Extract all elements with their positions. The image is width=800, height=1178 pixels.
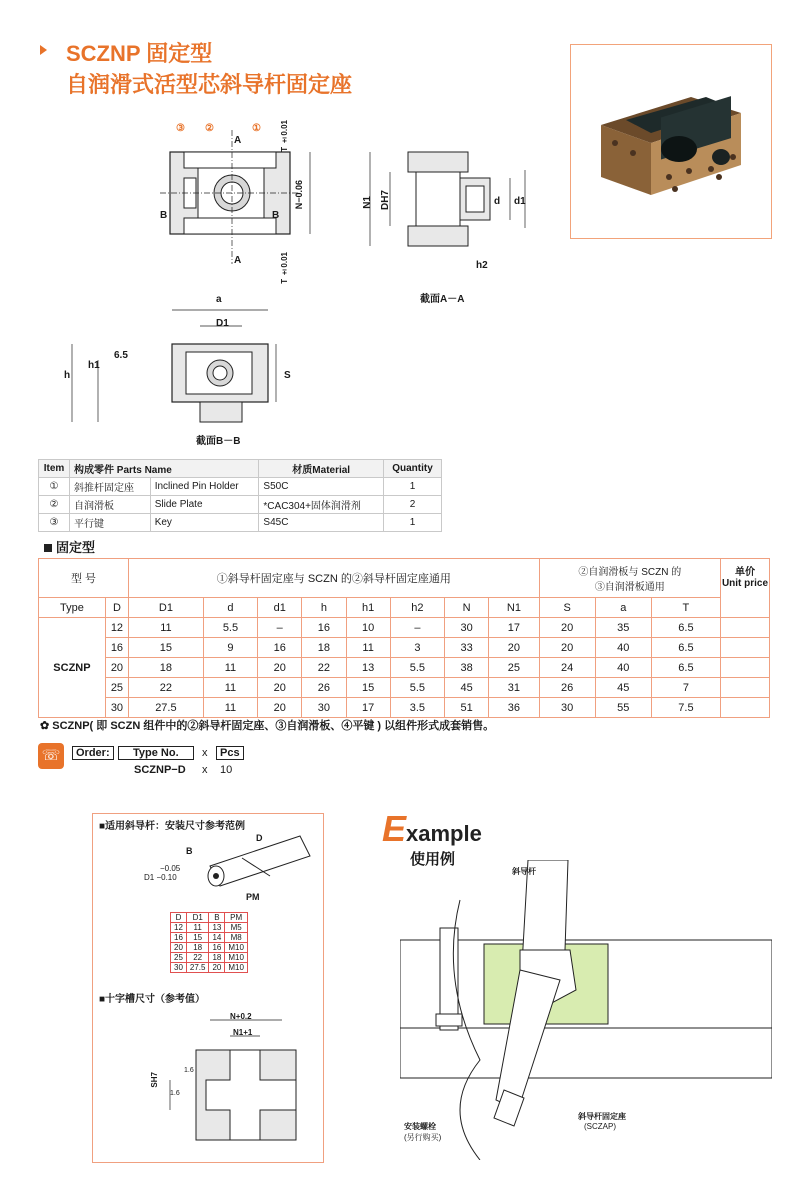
mini-cell: 25 (171, 953, 187, 963)
spec-cell: 24 (539, 658, 595, 678)
spec-cell: 20 (258, 658, 302, 678)
spec-column-header: Type (39, 598, 106, 618)
parts-material: S50C (259, 478, 384, 496)
label-D1: D1 (216, 318, 229, 329)
mini-cell: M10 (225, 963, 248, 973)
square-bullet-icon (44, 544, 52, 552)
mini-cell: 22 (186, 953, 209, 963)
order-example-type: SCZNP−D (134, 764, 186, 776)
spec-price-cell (721, 678, 770, 698)
spec-column-header: N1 (489, 598, 539, 618)
parts-item: ③ (39, 514, 70, 532)
mini-cell: 20 (171, 943, 187, 953)
mini-cell: 13 (209, 923, 225, 933)
page-title: SCZNP 固定型 (66, 41, 213, 66)
phone-icon: ☏ (38, 743, 64, 769)
parts-header-name: 构成零件 Parts Name (70, 460, 259, 478)
note-icon: ✿ (40, 720, 53, 732)
page-subtitle: 自润滑式活型芯斜导杆固定座 (66, 72, 353, 97)
example-rest: xample (406, 821, 482, 846)
table-row (39, 514, 442, 532)
parts-cn: 平行键 (70, 514, 151, 532)
label-h: h (64, 370, 71, 381)
spec-cell: 15 (346, 678, 390, 698)
parts-qty: 1 (384, 478, 442, 496)
tol-n: N−0.06 (294, 180, 304, 210)
order-example-qty: 10 (220, 764, 233, 776)
spec-cell: 3.5 (390, 698, 444, 718)
order-type-no: Type No. (118, 746, 194, 760)
spec-price-cell (721, 638, 770, 658)
spec-cell: 20 (258, 678, 302, 698)
spec-column-header: T (651, 598, 720, 618)
mini-header: D (171, 913, 187, 923)
parts-qty: 1 (384, 514, 442, 532)
example-cn: 使用例 (410, 851, 456, 868)
spec-cell: 31 (489, 678, 539, 698)
spec-cell: 36 (489, 698, 539, 718)
spec-column-header: h1 (346, 598, 390, 618)
example-label-holder: 斜导杆固定座 (578, 1112, 626, 1121)
callout-2: ② (205, 123, 214, 134)
spec-cell: 22 (129, 678, 204, 698)
mini-cell: 27.5 (186, 963, 209, 973)
example-label-pin: 斜导杆 (512, 867, 536, 876)
mini-header: B (209, 913, 225, 923)
spec-cell: 40 (595, 658, 651, 678)
spec-cell: 18 (302, 638, 346, 658)
parts-item: ① (39, 478, 70, 496)
label-d1: d1 (514, 196, 526, 207)
spec-group-row (39, 559, 770, 598)
reference-title-2: ■十字槽尺寸（参考值） (99, 994, 206, 1005)
spec-price-cell (721, 658, 770, 678)
ref-label-16a: 1.6 (184, 1067, 194, 1074)
spec-column-row (39, 598, 770, 618)
spec-cell: 22 (302, 658, 346, 678)
spec-column-header: d1 (258, 598, 302, 618)
spec-cell: 40 (595, 638, 651, 658)
tol-t-top: T ±0.01 (280, 120, 289, 152)
section-b-left: B (160, 210, 168, 221)
spec-cell: 10 (346, 618, 390, 638)
spec-cell: – (258, 618, 302, 638)
spec-cell: 16 (258, 638, 302, 658)
mini-cell: M10 (225, 953, 248, 963)
spec-column-header: h2 (390, 598, 444, 618)
spec-price-cell (721, 698, 770, 718)
parts-cn: 自润滑板 (70, 496, 151, 514)
table-row (39, 658, 770, 678)
order-label: Order: (72, 746, 114, 760)
section-bb-title: 截面B－B (196, 436, 241, 447)
spec-cell: 20 (539, 618, 595, 638)
title-arrow-icon (40, 45, 47, 55)
spec-cell: 17 (489, 618, 539, 638)
spec-column-header: N (445, 598, 489, 618)
spec-cell: 5.5 (390, 658, 444, 678)
spec-cell: 11 (203, 678, 257, 698)
spec-cell: 9 (203, 638, 257, 658)
spec-column-header: D1 (129, 598, 204, 618)
spec-column-header: S (539, 598, 595, 618)
mini-row (171, 953, 248, 963)
label-n1: N1 (362, 196, 373, 209)
ref-label-n02: N+0.2 (230, 1012, 252, 1021)
spec-table (38, 558, 770, 718)
mini-cell: M8 (225, 933, 248, 943)
mini-cell: 12 (171, 923, 187, 933)
spec-cell: 3 (390, 638, 444, 658)
ref-label-n11: N1+1 (233, 1028, 253, 1037)
spec-body (39, 618, 770, 718)
spec-group-2-line1: ②自润滑板与 SCZN 的 (578, 567, 682, 578)
parts-header-row (39, 460, 442, 478)
example-label-bolt2: (另行购买) (404, 1133, 442, 1142)
label-6-5: 6.5 (114, 350, 128, 361)
parts-header-item: Item (39, 460, 70, 478)
spec-cell: 51 (445, 698, 489, 718)
label-S: S (284, 370, 291, 381)
ref-label-PM: PM (246, 892, 260, 902)
spec-cell: 11 (203, 698, 257, 718)
spec-cell: 11 (346, 638, 390, 658)
mini-header-row (171, 913, 248, 923)
table-row (39, 496, 442, 514)
mini-row (171, 933, 248, 943)
ref-label-sh7: SH7 (150, 1072, 159, 1088)
spec-group-2 (539, 559, 720, 598)
label-h1: h1 (88, 360, 100, 371)
spec-cell: 27.5 (129, 698, 204, 718)
ref-label-16b: 1.6 (170, 1090, 180, 1097)
mini-row (171, 963, 248, 973)
price-cn: 单价 (735, 567, 755, 578)
spec-price-cell (721, 618, 770, 638)
spec-cell: 7 (651, 678, 720, 698)
spec-cell: 30 (445, 618, 489, 638)
spec-column-header: d (203, 598, 257, 618)
spec-group-model: 型 号 (39, 559, 129, 598)
mini-cell: 14 (209, 933, 225, 943)
mini-table (170, 912, 248, 973)
mini-cell: 18 (186, 943, 209, 953)
parts-header-qty: Quantity (384, 460, 442, 478)
spec-cell: 20 (539, 638, 595, 658)
mini-row (171, 943, 248, 953)
parts-header-material: 材质Material (259, 460, 384, 478)
mini-cell: 18 (209, 953, 225, 963)
spec-cell: 11 (129, 618, 204, 638)
spec-cell: 33 (445, 638, 489, 658)
spec-cell: 20 (258, 698, 302, 718)
spec-group-2-line2: ③自润滑板通用 (594, 582, 665, 593)
spec-note-text: SCZNP( 即 SCZN 组件中的②斜导杆固定座、③自润滑板、④平键 ) 以组件形式成套销售。 (52, 720, 495, 732)
mini-cell: 15 (186, 933, 209, 943)
spec-cell: 5.5 (203, 618, 257, 638)
parts-en: Inclined Pin Holder (150, 478, 259, 496)
spec-cell: 20 (489, 638, 539, 658)
spec-cell: 15 (129, 638, 204, 658)
order-x: x (202, 747, 208, 759)
parts-en: Slide Plate (150, 496, 259, 514)
product-photo (570, 44, 772, 239)
mini-header: D1 (186, 913, 209, 923)
callout-3: ③ (176, 123, 185, 134)
spec-cell: 18 (129, 658, 204, 678)
spec-column-header: h (302, 598, 346, 618)
section-b-right: B (272, 210, 280, 221)
parts-table (38, 459, 442, 532)
section-a-bottom: A (234, 255, 242, 266)
spec-cell: 30 (302, 698, 346, 718)
mini-cell: M10 (225, 943, 248, 953)
spec-cell: 5.5 (390, 678, 444, 698)
callout-1: ① (252, 123, 261, 134)
spec-cell: 6.5 (651, 618, 720, 638)
spec-cell: 7.5 (651, 698, 720, 718)
spec-cell: 12 (105, 618, 128, 638)
label-dh7: DH7 (380, 190, 391, 211)
reference-title-1: ■适用斜导杆：安装尺寸参考范例 (99, 821, 246, 832)
spec-column-header: a (595, 598, 651, 618)
mini-cell: M5 (225, 923, 248, 933)
spec-cell: 6.5 (651, 658, 720, 678)
spec-heading-text: 固定型 (56, 540, 96, 555)
mini-cell: 16 (171, 933, 187, 943)
section-a-top: A (234, 135, 242, 146)
spec-cell: 13 (346, 658, 390, 678)
parts-material: S45C (259, 514, 384, 532)
mini-header: PM (225, 913, 248, 923)
table-row (39, 678, 770, 698)
section-aa-title: 截面A－A (420, 294, 465, 305)
spec-cell: 26 (539, 678, 595, 698)
spec-cell: 11 (203, 658, 257, 678)
table-row (39, 638, 770, 658)
spec-cell: – (390, 618, 444, 638)
parts-material: *CAC304+固体润滑剂 (259, 496, 384, 514)
spec-cell: 30 (105, 698, 128, 718)
spec-type-cell: SCZNP (39, 618, 106, 718)
spec-cell: 26 (302, 678, 346, 698)
spec-cell: 20 (105, 658, 128, 678)
ref-tol-1: −0.05 (160, 864, 181, 873)
label-h2: h2 (476, 260, 488, 271)
ref-label-B: B (186, 846, 193, 856)
tol-t-bottom: T ±0.01 (280, 252, 289, 284)
spec-cell: 35 (595, 618, 651, 638)
order-pcs: Pcs (216, 746, 244, 760)
ref-label-D: D (256, 833, 263, 843)
table-row (39, 698, 770, 718)
spec-cell: 45 (595, 678, 651, 698)
spec-cell: 30 (539, 698, 595, 718)
label-a: a (216, 294, 222, 305)
mini-cell: 30 (171, 963, 187, 973)
price-en: Unit price (721, 578, 769, 589)
example-label-bolt: 安装螺栓 (404, 1122, 436, 1131)
table-row (39, 478, 442, 496)
parts-cn: 斜推杆固定座 (70, 478, 151, 496)
mini-row (171, 923, 248, 933)
order-example-x: x (202, 764, 208, 776)
spec-cell: 17 (346, 698, 390, 718)
spec-group-1: ①斜导杆固定座与 SCZN 的②斜导杆固定座通用 (129, 559, 540, 598)
spec-cell: 45 (445, 678, 489, 698)
spec-cell: 6.5 (651, 638, 720, 658)
table-row (39, 618, 770, 638)
parts-en: Key (150, 514, 259, 532)
spec-cell: 38 (445, 658, 489, 678)
section-aa-drawing (360, 148, 540, 278)
parts-item: ② (39, 496, 70, 514)
cross-slot-sketch (110, 1010, 310, 1150)
spec-column-header: D (105, 598, 128, 618)
example-heading (382, 808, 482, 850)
spec-cell: 25 (489, 658, 539, 678)
mini-cell: 16 (209, 943, 225, 953)
spec-heading (44, 537, 95, 556)
spec-cell: 55 (595, 698, 651, 718)
parts-qty: 2 (384, 496, 442, 514)
example-label-holder2: (SCZAP) (584, 1122, 616, 1131)
spec-note (40, 717, 494, 733)
spec-cell: 16 (105, 638, 128, 658)
mini-cell: 11 (186, 923, 209, 933)
mini-cell: 20 (209, 963, 225, 973)
example-letter: E (382, 808, 407, 849)
ref-tol-2: D1 −0.10 (144, 873, 177, 882)
spec-cell: 16 (302, 618, 346, 638)
spec-cell: 25 (105, 678, 128, 698)
spec-price (721, 559, 770, 618)
product-render (571, 45, 771, 238)
label-d: d (494, 196, 501, 207)
